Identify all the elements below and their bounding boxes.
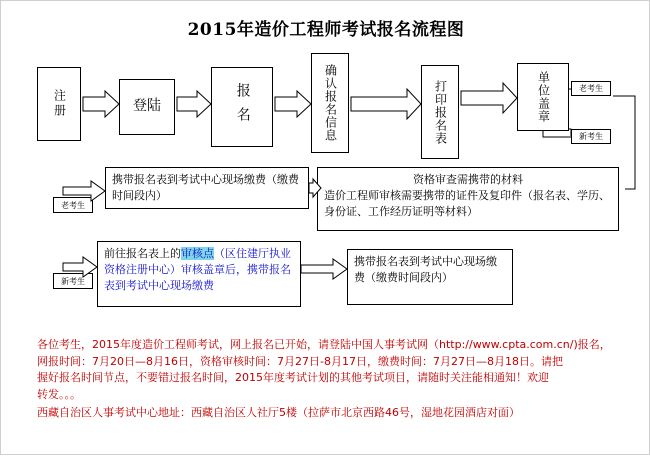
note-old-row-right [317, 167, 619, 231]
flow-box-confirm-label: 确认报名信息 [323, 64, 338, 142]
flow-box-login-label: 登陆 [133, 98, 161, 115]
footer-line-2: 网报时间：7月20日—8月16日，资格审核时间：7月27日-8月17日，缴费时间：7月27日—8月18日。请把 [37, 354, 563, 368]
note-new-row-left-prefix: 前往报名表上的 [104, 247, 181, 260]
note-old-row-right-title: 资格审查需携带的材料 [413, 173, 523, 186]
note-old-row-left-text: 携带报名表到考试中心现场缴费（缴费时间段内） [112, 173, 299, 202]
footer-line-4: 转发。。。 [37, 387, 81, 401]
branch-tag-old-candidate [571, 81, 611, 96]
footer-notice [37, 337, 617, 403]
row-tag-old-candidate [53, 197, 93, 213]
footer-line-5: 西藏自治区人事考试中心地址：西藏自治区人社厅5楼（拉萨市北京西路46号，湿地花园酒店对面） [37, 406, 520, 419]
footer-line-1: 各位考生，2015年度造价工程师考试，网上报名已开始，请登陆中国人事考试网（http://www.cpta.com.cn/)报名， [37, 338, 611, 351]
row-tag-new-candidate-label: 新考生 [61, 276, 85, 286]
flow-box-register-label: 注册 [52, 89, 67, 119]
flow-box-login [119, 79, 175, 135]
note-new-row-right [347, 249, 513, 305]
flow-box-seal [517, 63, 569, 131]
footer-address [37, 405, 627, 422]
note-new-row-left-highlight: 审核点 [181, 247, 214, 260]
note-old-row-left [105, 167, 309, 209]
branch-tag-new-candidate [571, 129, 611, 144]
flow-box-register [37, 67, 81, 141]
note-new-row-left [97, 241, 301, 307]
flow-box-print [421, 65, 459, 159]
branch-tag-new-candidate-label: 新考生 [579, 132, 603, 141]
flow-box-confirm [311, 53, 349, 153]
row-tag-old-candidate-label: 老考生 [61, 200, 85, 210]
branch-tag-old-candidate-label: 老考生 [579, 84, 603, 93]
flow-box-seal-label: 单位盖章 [536, 71, 551, 123]
flow-box-print-label: 打印报名表 [433, 79, 448, 145]
footer-line-3: 握好报名时间节点，不要错过报名时间，2015年度考试计划的其他考试项目，请随时关注能相通知！欢迎 [37, 371, 549, 384]
note-new-row-right-text: 携带报名表到考试中心现场缴费（缴费时间段内） [354, 255, 497, 284]
page-title: 2015年造价工程师考试报名流程图 [187, 20, 465, 40]
row-tag-new-candidate [53, 273, 93, 289]
note-old-row-right-body: 造价工程师审核需要携带的证件及复印件（报名表、学历、身份证、工作经历证明等材料） [324, 188, 610, 218]
flow-box-signup [211, 67, 273, 147]
flow-box-signup-label: 报名 [234, 83, 251, 131]
note-new-row-left-suffix: （区住建厅执业资格注册中心）审核盖章后，携带报名表到考试中心现场缴费 [104, 247, 291, 292]
